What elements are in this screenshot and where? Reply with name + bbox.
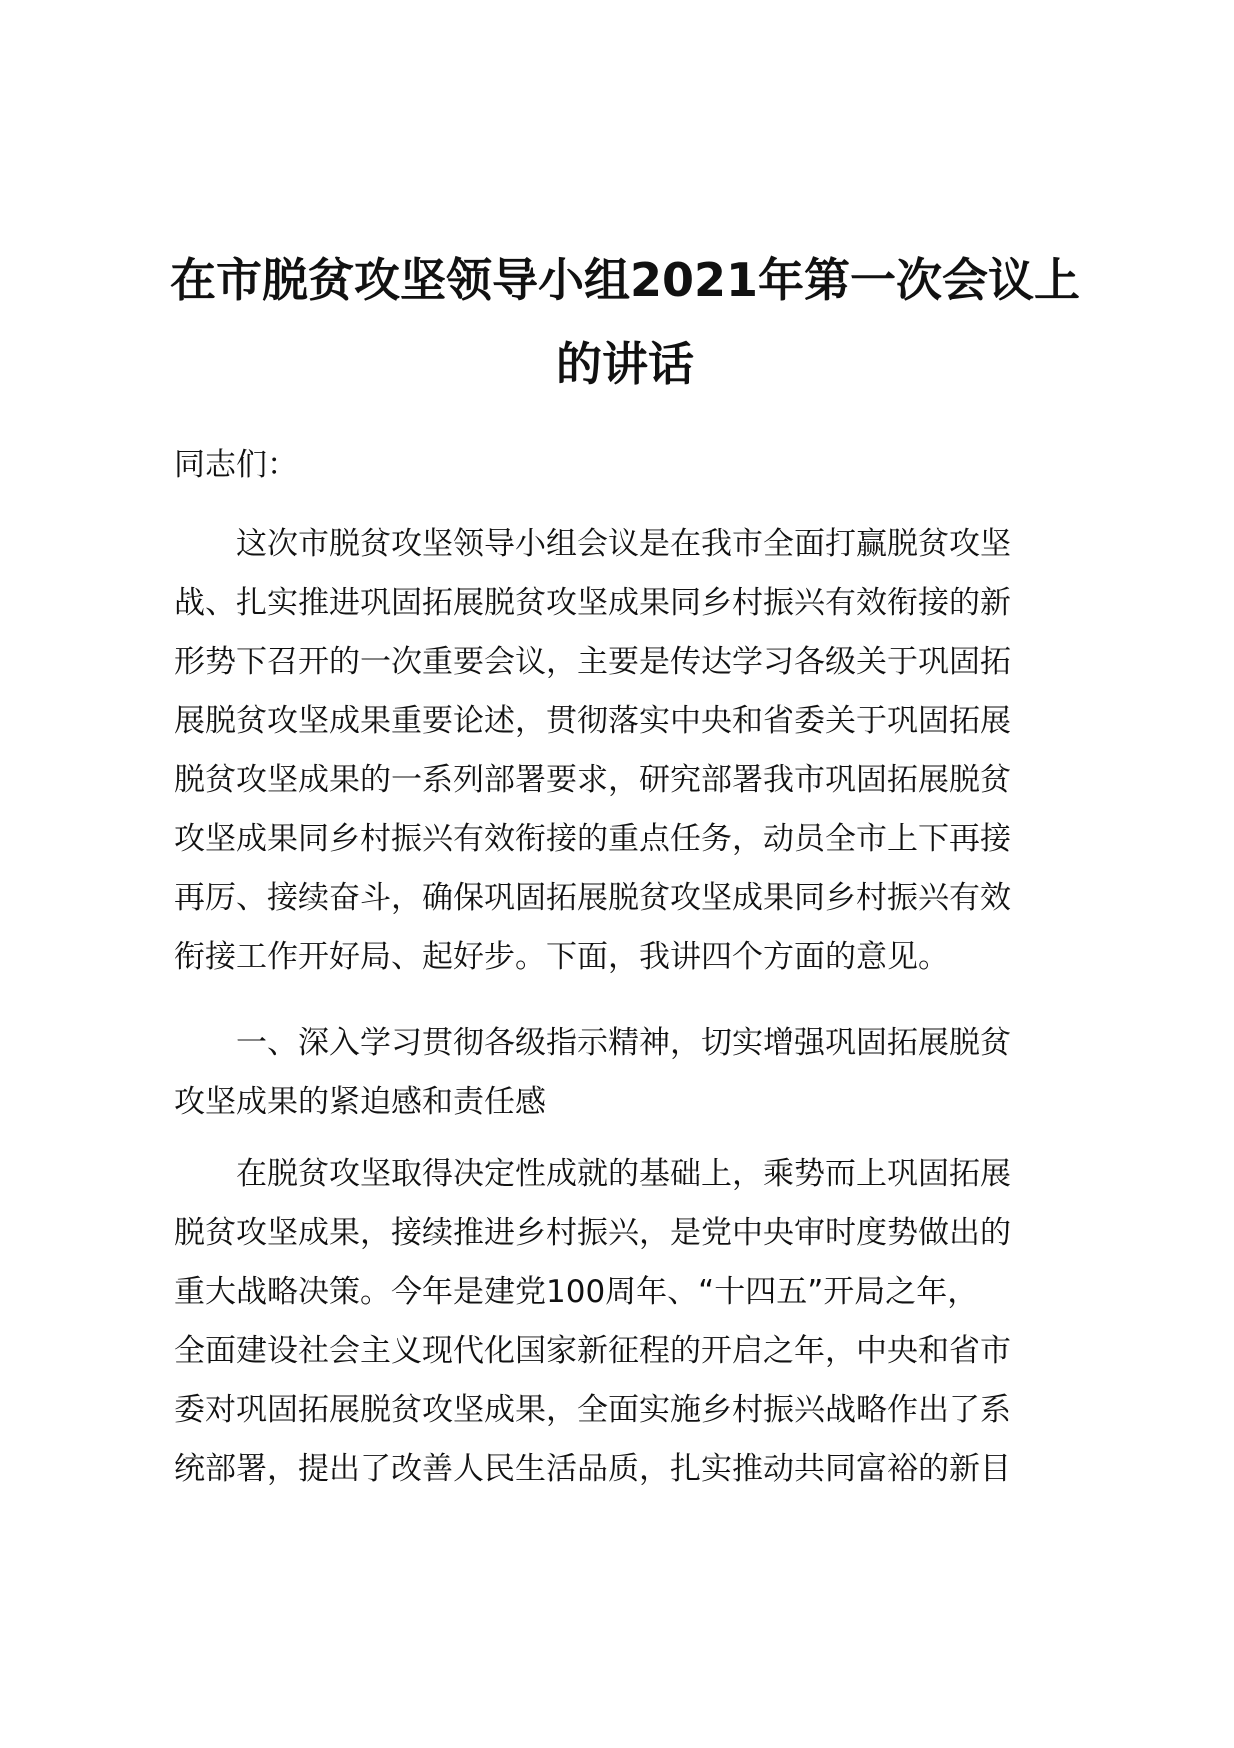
salutation [174, 436, 1086, 495]
paragraph-line: 攻坚成果同乡村振兴有效衔接的重点任务，动员全市上下再接 [174, 821, 1011, 857]
paragraph-line: 统部署，提出了改善人民生活品质，扎实推动共同富裕的新目 [174, 1451, 1011, 1487]
paragraph-line: 这次市脱贫攻坚领导小组会议是在我市全面打赢脱贫攻坚 [174, 526, 1011, 562]
section-heading-1 [174, 1014, 1086, 1132]
title-line-2: 的讲话 [556, 337, 694, 391]
paragraph-section-1 [174, 1145, 1086, 1499]
paragraph-line: 战、扎实推进巩固拓展脱贫攻坚成果同乡村振兴有效衔接的新 [174, 585, 1011, 621]
paragraph-intro [174, 515, 1086, 987]
title-line-1: 在市脱贫攻坚领导小组2021年第一次会议上 [169, 253, 1081, 307]
paragraph-line: 形势下召开的一次重要会议，主要是传达学习各级关于巩固拓 [174, 644, 1011, 680]
paragraph-line: 委对巩固拓展脱贫攻坚成果，全面实施乡村振兴战略作出了系 [174, 1392, 1011, 1428]
paragraph-line: 脱贫攻坚成果，接续推进乡村振兴，是党中央审时度势做出的 [174, 1215, 1011, 1251]
paragraph-line: 重大战略决策。今年是建党100周年、“十四五”开局之年， [174, 1274, 979, 1310]
paragraph-line: 衔接工作开好局、起好步。下面，我讲四个方面的意见。 [174, 939, 949, 975]
paragraph-line: 再厉、接续奋斗，确保巩固拓展脱贫攻坚成果同乡村振兴有效 [174, 880, 1011, 916]
salutation-text: 同志们： [174, 447, 298, 483]
heading-line: 攻坚成果的紧迫感和责任感 [174, 1084, 546, 1120]
paragraph-line: 在脱贫攻坚取得决定性成就的基础上，乘势而上巩固拓展 [174, 1156, 1011, 1192]
paragraph-line: 展脱贫攻坚成果重要论述，贯彻落实中央和省委关于巩固拓展 [174, 703, 1011, 739]
paragraph-line: 脱贫攻坚成果的一系列部署要求，研究部署我市巩固拓展脱贫 [174, 762, 1011, 798]
document-title [160, 238, 1090, 406]
heading-line: 一、深入学习贯彻各级指示精神，切实增强巩固拓展脱贫 [174, 1025, 1011, 1061]
paragraph-line: 全面建设社会主义现代化国家新征程的开启之年，中央和省市 [174, 1333, 1011, 1369]
